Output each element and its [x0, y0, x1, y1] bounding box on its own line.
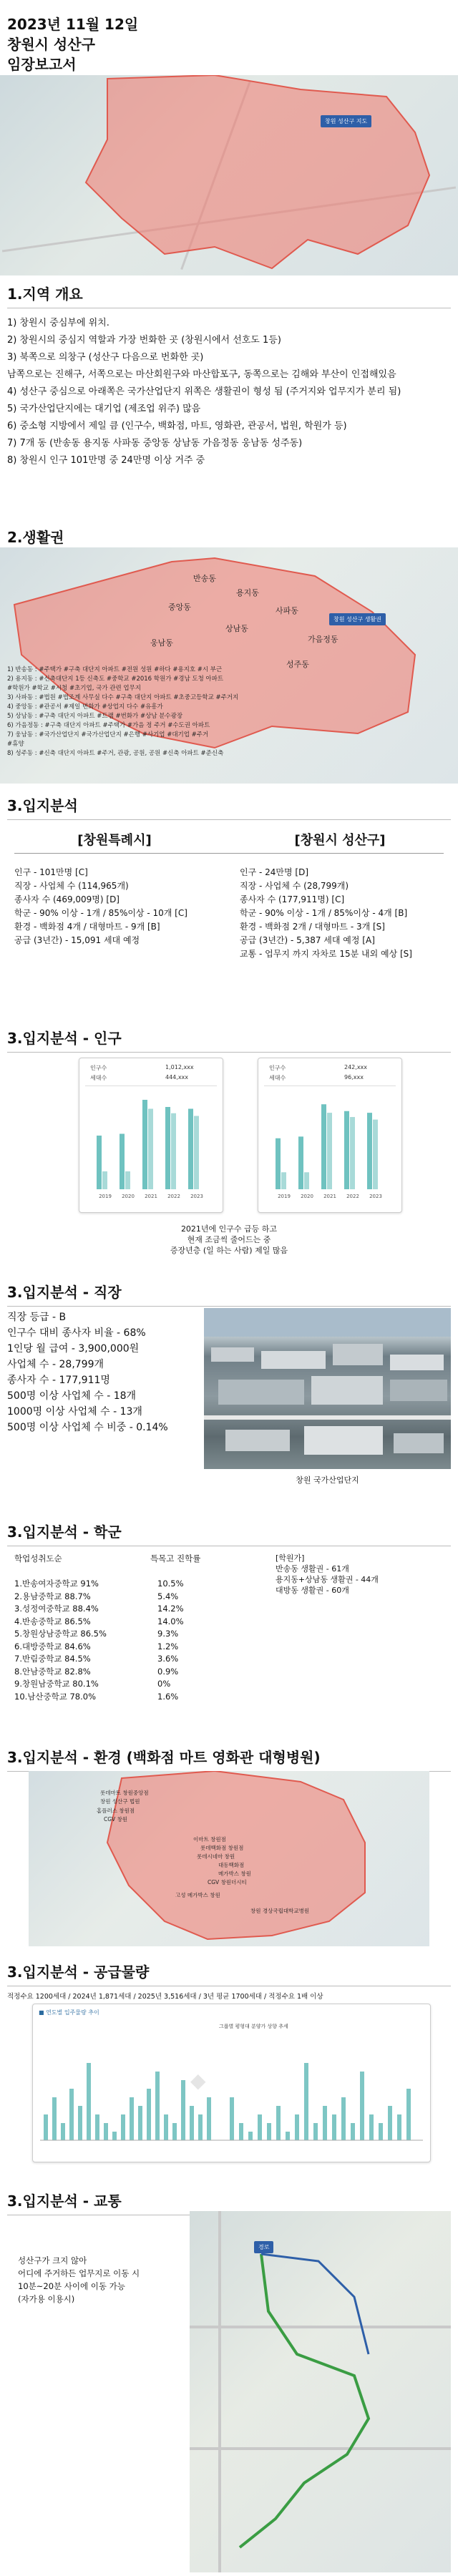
population-tick-label: 2019: [99, 1194, 112, 1199]
stat-line: 학군 - 90% 이상 - 1개 / 85%이상 - 10개 [C]: [14, 908, 187, 918]
traffic-line: 어디에 주거하든 업무지로 이동 시: [18, 2268, 140, 2278]
district-heading: [창원시 성산구]: [294, 833, 386, 848]
legend-line: 3) 사파동 : #법원 #법조계 사무실 다수 #구축 대단지 아파트 #초중고등학교 #주거지: [7, 694, 239, 701]
supply-summary: 적정수요 1200세대 / 2024년 1,871세대 / 2025년 3,516세대 / 3년 평균 1700세대 / 적정수요 1배 이상: [7, 1993, 323, 2001]
card-value: 1,012,xxx: [165, 1064, 194, 1070]
supply-bar: [332, 2114, 336, 2140]
population-tick-label: 2020: [122, 1194, 135, 1199]
population-bar: [194, 1116, 199, 1190]
population-bar: [367, 1113, 372, 1189]
report-title: [7, 14, 138, 74]
supply-bar: [406, 2089, 411, 2140]
section-traffic-title: 3.입지분석 - 교통: [7, 2190, 451, 2215]
supply-bar: [230, 2097, 234, 2140]
population-bar: [276, 1138, 281, 1189]
stat-line: 공급 (3년간) - 5,387 세대 예정 [A]: [240, 935, 375, 945]
section-living-title: 2.생활권: [7, 526, 451, 552]
supply-bar: [121, 2114, 125, 2140]
supply-chart: [40, 2033, 423, 2155]
supply-bar: [397, 2114, 401, 2140]
stat-line: 공급 (3년간) - 15,091 세대 예정: [14, 935, 140, 945]
overview-item: 8) 창원시 인구 101만명 중 24만명 이상 거주 중: [7, 455, 205, 466]
supply-bar: [276, 2106, 281, 2140]
section-population-title: 3.입지분석 - 인구: [7, 1027, 451, 1053]
section-environment-title: 3.입지분석 - 환경 (백화점 마트 영화관 대형병원): [7, 1746, 451, 1772]
supply-bar: [388, 2106, 392, 2140]
school-rate: 9.3%: [157, 1629, 179, 1639]
supply-bar: [198, 2114, 203, 2140]
population-tick-label: 2021: [145, 1194, 157, 1199]
poi-label: 롯데마트 창원중앙점: [100, 1790, 149, 1796]
report-date: 2023년 11월 12일: [7, 16, 139, 33]
living-area-map: [0, 547, 458, 784]
card-value: 242,xxx: [344, 1064, 368, 1070]
supply-left-title: ■ 연도별 입주물량 추이: [39, 2009, 99, 2016]
population-bar: [373, 1120, 378, 1189]
supply-right-title: 그룹별 평형대 분양가 상향 추세: [219, 2024, 288, 2029]
poi-label: 메가박스 창원: [218, 1870, 251, 1877]
supply-bar: [181, 2080, 185, 2140]
poi-label: 고성 메가박스 창원: [175, 1892, 220, 1898]
population-bar: [165, 1107, 170, 1189]
industrial-complex-photo: [204, 1308, 451, 1469]
school-rate-list: [157, 1578, 215, 1703]
district-label: 성주동: [286, 660, 309, 669]
job-line: 1인당 월 급여 - 3,900,000원: [7, 1343, 140, 1355]
job-line: 1000명 이상 사업체 수 - 13개: [7, 1406, 142, 1418]
card-label: 세대수: [269, 1075, 286, 1081]
environment-labels: [29, 1771, 429, 1946]
supply-bar: [190, 2106, 194, 2140]
district-outline: [0, 75, 458, 275]
stat-line: 환경 - 백화점 2개 / 대형마트 - 3개 [S]: [240, 922, 385, 932]
school-name: 7.반림중학교 84.5%: [14, 1654, 91, 1664]
poi-label: 롯데백화점 창원점: [200, 1845, 244, 1851]
overview-item: 4) 성산구 중심으로 아래쪽은 국가산업단지 위쪽은 생활권이 형성 됨 (주거지와 업무지가 분리 됨): [7, 386, 401, 397]
stat-line: 환경 - 백화점 4개 / 대형마트 - 9개 [B]: [14, 922, 160, 932]
school-rate: 14.0%: [157, 1616, 184, 1626]
population-bar: [304, 1172, 309, 1189]
population-bar: [97, 1136, 102, 1189]
overview-item: 7) 7개 동 (반송동 용지동 사파동 중앙동 상남동 가음정동 웅남동 성주동): [7, 438, 303, 449]
population-bar: [281, 1172, 286, 1189]
supply-bar: [52, 2097, 57, 2140]
note-line: 현재 조금씩 줄어드는 중: [187, 1235, 271, 1244]
district-map: [0, 75, 458, 275]
poi-label: 홈플러스 창원점: [97, 1807, 135, 1814]
population-tick-label: 2021: [323, 1194, 336, 1199]
population-bar: [171, 1113, 176, 1189]
supply-bar: [138, 2106, 142, 2140]
section-job-title: 3.입지분석 - 직장: [7, 1281, 451, 1307]
legend-line: 2) 용지동 : #신축대단지 1등 신축도 #중학교 #2016 학원가 #경남 도청 아파트: [7, 675, 224, 683]
overview-item: 3) 북쪽으로 의창구 (성산구 다음으로 번화한 곳): [7, 352, 204, 363]
population-bar: [142, 1100, 147, 1189]
stat-line: 인구 - 101만명 [C]: [14, 867, 88, 877]
academy-line: 반송동 생활권 - 61개: [276, 1564, 349, 1574]
overview-item: 남쪽으로는 진해구, 서쪽으로는 마산회원구와 마산합포구, 동쪽으로는 김해와 부산이 인접해있음: [7, 369, 396, 380]
supply-bar: [304, 2063, 308, 2140]
poi-label: CGV 창원: [104, 1816, 128, 1823]
school-rate: 0%: [157, 1679, 171, 1689]
traffic-line: 10분~20분 사이에 이동 가능: [18, 2281, 125, 2291]
district-label: 상남동: [225, 624, 248, 633]
job-line: 직장 등급 - B: [7, 1312, 67, 1323]
school-ranking-list: [14, 1578, 143, 1703]
school-name: 1.반송여자중학교 91%: [14, 1579, 99, 1589]
population-bar: [125, 1171, 130, 1189]
school-rate: 14.2%: [157, 1604, 184, 1614]
population-bar: [344, 1111, 349, 1189]
school-name: 2.용남중학교 88.7%: [14, 1591, 91, 1601]
population-bar: [321, 1104, 326, 1189]
district-label: 용지동: [236, 588, 259, 597]
supply-bar: [248, 2132, 253, 2140]
stat-line: 직장 - 사업체 수 (28,799개): [240, 881, 349, 891]
school-rate: 1.2%: [157, 1641, 179, 1652]
population-tick-label: 2022: [167, 1194, 180, 1199]
population-bar: [120, 1134, 125, 1190]
stat-line: 인구 - 24만명 [D]: [240, 867, 309, 877]
supply-bar: [130, 2097, 134, 2140]
supply-bar: [147, 2089, 151, 2140]
section-supply-title: 3.입지분석 - 공급물량: [7, 1961, 451, 1986]
district-label: 가음정동: [308, 635, 338, 644]
section-school-title: 3.입지분석 - 학군: [7, 1521, 451, 1546]
population-tick-label: 2023: [190, 1194, 203, 1199]
note-line: 증장년층 (일 하는 사람) 제일 많음: [170, 1246, 288, 1255]
supply-bar: [172, 2123, 177, 2140]
traffic-line: (자가용 이용시): [18, 2294, 75, 2304]
overview-item: 2) 창원시의 중심지 역할과 가장 번화한 곳 (창원시에서 선호도 1등): [7, 335, 281, 346]
supply-bar: [61, 2123, 65, 2140]
population-tick-label: 2019: [278, 1194, 291, 1199]
overview-item: 5) 국가산업단지에는 대기업 (제조업 위주) 많음: [7, 404, 201, 414]
note-line: 2021년에 인구수 급등 하고: [180, 1224, 278, 1234]
card-divider: [264, 1085, 396, 1086]
school-col2-head: 특목고 진학률: [150, 1553, 201, 1563]
map-label: 창원 성산구 생활권: [329, 613, 386, 625]
supply-bar: [379, 2123, 383, 2140]
population-card-district: [258, 1058, 402, 1213]
school-rate: 1.6%: [157, 1691, 179, 1702]
district-label: 사파동: [276, 606, 298, 615]
supply-bar: [207, 2097, 211, 2140]
supply-bar: [295, 2114, 299, 2140]
legend-line: 1) 반송동 : #주택가 #구축 대단지 아파트 #전원 성원 #하다 #용지호 #시 부근: [7, 666, 223, 673]
supply-bar: [112, 2132, 117, 2140]
academy-line: [학원가]: [276, 1553, 305, 1563]
city-stats: [14, 866, 229, 947]
population-note: [86, 1224, 372, 1256]
supply-bar: [369, 2114, 374, 2140]
section-overview-title: 1.지역 개요: [7, 283, 451, 308]
school-col1-head: 학업성취도순: [14, 1553, 62, 1563]
legend-line: #학원가 #학교 #시청 #초기업, 국가 관련 업무지: [7, 685, 141, 692]
report-subtitle: 임장보고서: [7, 56, 77, 73]
school-rate: 3.6%: [157, 1654, 179, 1664]
supply-bar: [155, 2072, 160, 2140]
stat-line: 직장 - 사업체 수 (114,965개): [14, 881, 129, 891]
section-analysis-title: 3.입지분석: [7, 794, 451, 820]
supply-chart-card: [32, 2004, 431, 2162]
legend-line: 4) 중앙동 : #관공서 #제일 번화가 #상업지 다수 #유흥가: [7, 703, 163, 711]
traffic-map: [190, 2211, 451, 2572]
school-name: 5.창원상남중학교 86.5%: [14, 1629, 107, 1639]
poi-label: 이마트 창원점: [193, 1836, 226, 1843]
map-label: 창원 성산구 지도: [321, 115, 371, 127]
legend-line: 7) 웅남동 : #국가산업단지 #국가산업단지 #은행 #사기업 #대기업 #주거: [7, 731, 209, 738]
school-name: 8.안남중학교 82.8%: [14, 1666, 91, 1677]
school-rate: 5.4%: [157, 1591, 179, 1601]
living-legend: [7, 665, 293, 758]
school-name: 9.창원남중학교 80.1%: [14, 1679, 99, 1689]
stat-line: 종사자 수 (469,009명) [D]: [14, 894, 120, 904]
supply-bar: [360, 2072, 364, 2140]
overview-list: [7, 315, 451, 469]
school-name: 10.남산중학교 78.0%: [14, 1691, 97, 1702]
traffic-text: [18, 2254, 197, 2306]
supply-bar: [351, 2123, 355, 2140]
supply-bar: [44, 2114, 48, 2140]
photo-detail: [204, 1308, 451, 1469]
stat-line: 교통 - 업무지 까지 자차로 15분 내외 예상 [S]: [240, 949, 412, 959]
academy-line: 용지동+상남동 생활권 - 44개: [276, 1575, 379, 1584]
card-label: 세대수: [90, 1075, 107, 1081]
population-bar: [188, 1109, 193, 1190]
academy-line: 대방동 생활권 - 60개: [276, 1586, 349, 1595]
card-value: 96,xxx: [344, 1074, 364, 1080]
poi-label: 대동백화점: [218, 1862, 245, 1868]
supply-bar: [95, 2114, 99, 2140]
supply-bar: [87, 2063, 91, 2140]
population-bar: [327, 1113, 332, 1189]
job-stats: [7, 1309, 200, 1435]
job-line: 사업체 수 - 28,799개: [7, 1359, 104, 1370]
supply-bar: [267, 2123, 271, 2140]
school-name: 6.대방중학교 84.6%: [14, 1641, 91, 1652]
route-label: 경로: [254, 2241, 273, 2253]
legend-line: 8) 성주동 : #신축 대단지 아파트 #주거, 관광, 공원, 공원 #신축 아파트 #준신축: [7, 750, 224, 757]
overview-item: 1) 창원시 중심부에 위치.: [7, 318, 109, 328]
school-rate: 10.5%: [157, 1579, 184, 1589]
supply-bar: [104, 2123, 108, 2140]
job-line: 500명 이상 사업체 수 - 18개: [7, 1390, 137, 1402]
population-bar: [298, 1136, 303, 1189]
job-line: 종사자 수 - 177,911명: [7, 1375, 110, 1386]
supply-bar: [323, 2106, 327, 2140]
stat-line: 학군 - 90% 이상 - 1개 / 85%이상 - 4개 [B]: [240, 908, 408, 918]
academy-info: [276, 1553, 447, 1596]
population-card-city: [79, 1058, 223, 1213]
population-bar: [350, 1117, 355, 1189]
supply-bar: [164, 2114, 168, 2140]
poi-label: 창원 경상국립대학교병원: [250, 1908, 310, 1914]
heading-divider: [14, 853, 444, 854]
photo-caption: 창원 국가산업단지: [296, 1475, 359, 1485]
population-bar: [102, 1171, 107, 1189]
district-stats: [240, 866, 454, 961]
population-chart-district: [265, 1093, 394, 1204]
legend-line: #휴양: [7, 741, 24, 748]
school-name: 3.성정여중학교 88.4%: [14, 1604, 99, 1614]
card-divider: [85, 1085, 217, 1086]
supply-bar: [239, 2123, 243, 2140]
overview-item: 6) 중소형 지방에서 제일 큼 (인구수, 백화점, 마트, 영화관, 관공서, 법원, 학원가 등): [7, 421, 347, 431]
environment-map: [29, 1771, 429, 1946]
report-district: 창원시 성산구: [7, 36, 95, 53]
supply-bar: [78, 2106, 82, 2140]
legend-line: 6) 가음정동 : #구축 대단지 아파트 #주택가 #가음 정 주거 #수도권 아파트: [7, 722, 210, 729]
chart-watermark: ◆: [190, 2069, 206, 2092]
job-line: 500명 이상 사업체 수 비중 - 0.14%: [7, 1422, 168, 1433]
district-label: 중앙동: [168, 602, 191, 612]
card-value: 444,xxx: [165, 1074, 189, 1080]
school-rate: 0.9%: [157, 1666, 179, 1677]
population-tick-label: 2022: [346, 1194, 359, 1199]
poi-label: CGV 창원더시티: [208, 1879, 247, 1885]
legend-line: 5) 상남동 : #구축 대단지 아파트 #트램 #번화가 #상남 분수광장: [7, 713, 183, 720]
population-tick-label: 2023: [369, 1194, 382, 1199]
job-line: 인구수 대비 종사자 비율 - 68%: [7, 1327, 146, 1339]
poi-label: 창원 성산구 법원: [100, 1798, 140, 1805]
stat-line: 종사자 수 (177,911명) [C]: [240, 894, 345, 904]
city-heading: [창원특례시]: [77, 833, 152, 848]
poi-label: 롯데시네마 창원: [197, 1853, 235, 1860]
card-label: 인구수: [269, 1065, 286, 1071]
traffic-line: 성산구가 크지 않아: [18, 2255, 87, 2265]
supply-bar: [69, 2089, 74, 2140]
population-bar: [148, 1109, 153, 1190]
population-tick-label: 2020: [301, 1194, 313, 1199]
supply-bar: [286, 2132, 290, 2140]
district-label: 반송동: [193, 574, 216, 583]
population-chart-city: [87, 1093, 215, 1204]
supply-bar: [258, 2114, 262, 2140]
district-label: 웅남동: [150, 638, 173, 648]
card-label: 인구수: [90, 1065, 107, 1071]
supply-bar: [313, 2123, 318, 2140]
supply-bar: [341, 2097, 346, 2140]
route-line: [190, 2211, 451, 2572]
school-name: 4.반송중학교 86.5%: [14, 1616, 91, 1626]
